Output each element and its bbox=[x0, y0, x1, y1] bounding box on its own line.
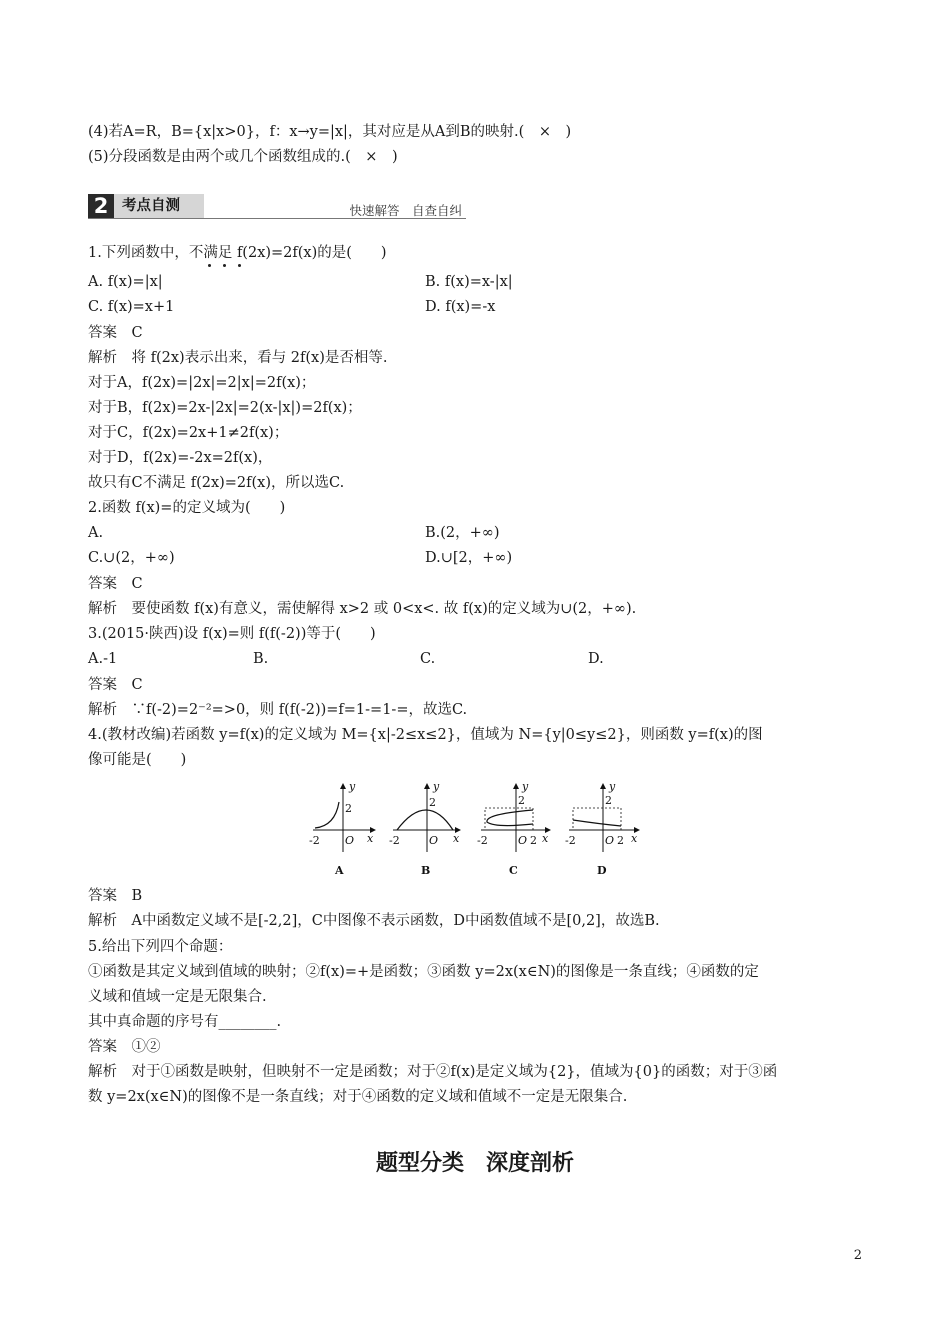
q4-graphs-figure bbox=[305, 782, 645, 882]
q2-analysis: 解析 要使函数 f(x)有意义，需使解得 x>2 或 0<x<. 故 f(x)的定义域为∪(2，+∞). bbox=[88, 601, 637, 617]
graph-b-neg-two-label: -2 bbox=[389, 834, 400, 847]
section-header bbox=[88, 194, 466, 220]
section-title: 考点自测 bbox=[122, 198, 180, 214]
q1-option-d: D. f(x)=-x bbox=[425, 299, 496, 315]
q1-stem: 1.下列函数中，不满足 f(2x)=2f(x)的是( ) bbox=[88, 245, 387, 261]
q3-option-c: C. bbox=[420, 651, 436, 667]
q3-stem: 3.(2015·陕西)设 f(x)=则 f(f(-2))等于( ) bbox=[88, 626, 376, 642]
graph-c-y-label: y bbox=[522, 782, 529, 793]
q2-stem: 2.函数 f(x)=的定义域为( ) bbox=[88, 500, 286, 516]
q5-answer: 答案 ①② bbox=[88, 1039, 161, 1055]
graph-c bbox=[477, 782, 550, 877]
graph-d bbox=[565, 782, 639, 877]
graph-d-origin-label: O bbox=[605, 834, 615, 847]
q1-analysis-line: 解析 将 f(2x)表示出来，看与 2f(x)是否相等. bbox=[88, 350, 388, 366]
q3-option-d: D. bbox=[588, 651, 604, 667]
q2-option-d: D.∪[2，+∞) bbox=[425, 550, 513, 566]
q4-stem-line: 像可能是( ) bbox=[88, 752, 187, 768]
q5-analysis-line: 数 y=2x(x∈N)的图像不是一条直线；对于④函数的定义域和值域不一定是无限集合. bbox=[88, 1089, 628, 1105]
q2-option-c: C.∪(2，+∞) bbox=[88, 550, 175, 566]
graph-a-y-label: y bbox=[349, 782, 356, 793]
graph-c-origin-label: O bbox=[518, 834, 528, 847]
graph-d-two-x-label: 2 bbox=[617, 834, 624, 847]
q2-answer: 答案 C bbox=[88, 576, 143, 592]
graph-a-two-label: 2 bbox=[345, 802, 352, 815]
graph-c-label: C bbox=[509, 864, 518, 877]
graph-b-origin-label: O bbox=[429, 834, 439, 847]
q3-option-a: A.-1 bbox=[88, 651, 118, 667]
q1-analysis-line: 对于D，f(2x)=-2x=2f(x)， bbox=[88, 450, 273, 466]
graph-b-two-label: 2 bbox=[429, 796, 436, 809]
graph-d-y-label: y bbox=[609, 782, 616, 793]
q5-line: 其中真命题的序号有________. bbox=[88, 1014, 282, 1030]
q1-option-c: C. f(x)=x+1 bbox=[88, 299, 175, 315]
intro-line-5: (5)分段函数是由两个或几个函数组成的.( × ) bbox=[88, 149, 398, 165]
q5-stem: 5.给出下列四个命题： bbox=[88, 939, 233, 955]
graph-a-neg-two-label: -2 bbox=[309, 834, 320, 847]
q2-option-a: A. bbox=[88, 525, 104, 541]
q3-option-b: B. bbox=[253, 651, 269, 667]
graph-d-label: D bbox=[597, 864, 607, 877]
section-subtitle: 快速解答 自查自纠 bbox=[349, 203, 462, 218]
q4-answer: 答案 B bbox=[88, 888, 143, 904]
graph-b-label: B bbox=[421, 864, 431, 877]
page-number: 2 bbox=[853, 1248, 862, 1263]
graph-c-neg-two-label: -2 bbox=[477, 834, 488, 847]
q4-analysis: 解析 A中函数定义域不是[-2,2]，C中图像不表示函数，D中函数值域不是[0,2]，故选B. bbox=[88, 913, 660, 929]
q5-line: 义域和值域一定是无限集合. bbox=[88, 989, 267, 1005]
graph-b-y-label: y bbox=[433, 782, 440, 793]
q1-answer: 答案 C bbox=[88, 325, 143, 341]
graph-c-two-label: 2 bbox=[518, 794, 525, 807]
graph-a bbox=[309, 782, 375, 877]
q1-option-b: B. f(x)=x-|x| bbox=[425, 274, 513, 290]
graph-a-label: A bbox=[335, 864, 344, 877]
graph-c-two-x-label: 2 bbox=[530, 834, 537, 847]
graph-c-x-label: x bbox=[542, 832, 549, 845]
graph-a-origin-label: O bbox=[345, 834, 355, 847]
graph-b-x-label: x bbox=[453, 832, 460, 845]
q1-analysis-line: 对于C，f(2x)=2x+1≠2f(x)； bbox=[88, 425, 289, 441]
q1-option-a: A. f(x)=|x| bbox=[88, 274, 163, 290]
graph-a-x-label: x bbox=[367, 832, 374, 845]
emphasis-dot bbox=[223, 264, 226, 267]
graph-d-neg-two-label: -2 bbox=[565, 834, 576, 847]
section-heading: 题型分类 深度剖析 bbox=[375, 1151, 574, 1176]
q1-analysis-line: 故只有C不满足 f(2x)=2f(x)，所以选C. bbox=[88, 475, 345, 491]
intro-line-4: (4)若A=R，B={x|x>0}，f：x→y=|x|，其对应是从A到B的映射.( × ) bbox=[88, 124, 572, 140]
q3-analysis: 解析 ∵f(-2)=2⁻²=>0，则 f(f(-2))=f=1-=1-=，故选C. bbox=[88, 702, 468, 718]
q5-line: ①函数是其定义域到值域的映射；②f(x)=+是函数；③函数 y=2x(x∈N)的图像是一条直线；④函数的定 bbox=[88, 964, 759, 980]
emphasis-dot bbox=[208, 264, 211, 267]
graph-d-two-label: 2 bbox=[605, 794, 612, 807]
q1-analysis-line: 对于A，f(2x)=|2x|=2|x|=2f(x)； bbox=[88, 375, 316, 391]
graph-b bbox=[389, 782, 460, 877]
q4-stem-line: 4.(教材改编)若函数 y=f(x)的定义域为 M={x|-2≤x≤2}，值域为 N={y|0≤y≤2}，则函数 y=f(x)的图 bbox=[88, 727, 763, 743]
q2-option-b: B.(2，+∞) bbox=[425, 525, 500, 541]
q3-answer: 答案 C bbox=[88, 677, 143, 693]
q5-analysis-line: 解析 对于①函数是映射，但映射不一定是函数；对于②f(x)是定义域为{2}，值域为{0}的函数；对于③函 bbox=[88, 1064, 778, 1080]
section-number: 2 bbox=[88, 194, 114, 218]
q1-analysis-line: 对于B，f(2x)=2x-|2x|=2(x-|x|)=2f(x)； bbox=[88, 400, 362, 416]
emphasis-dot bbox=[238, 264, 241, 267]
graph-d-x-label: x bbox=[631, 832, 638, 845]
